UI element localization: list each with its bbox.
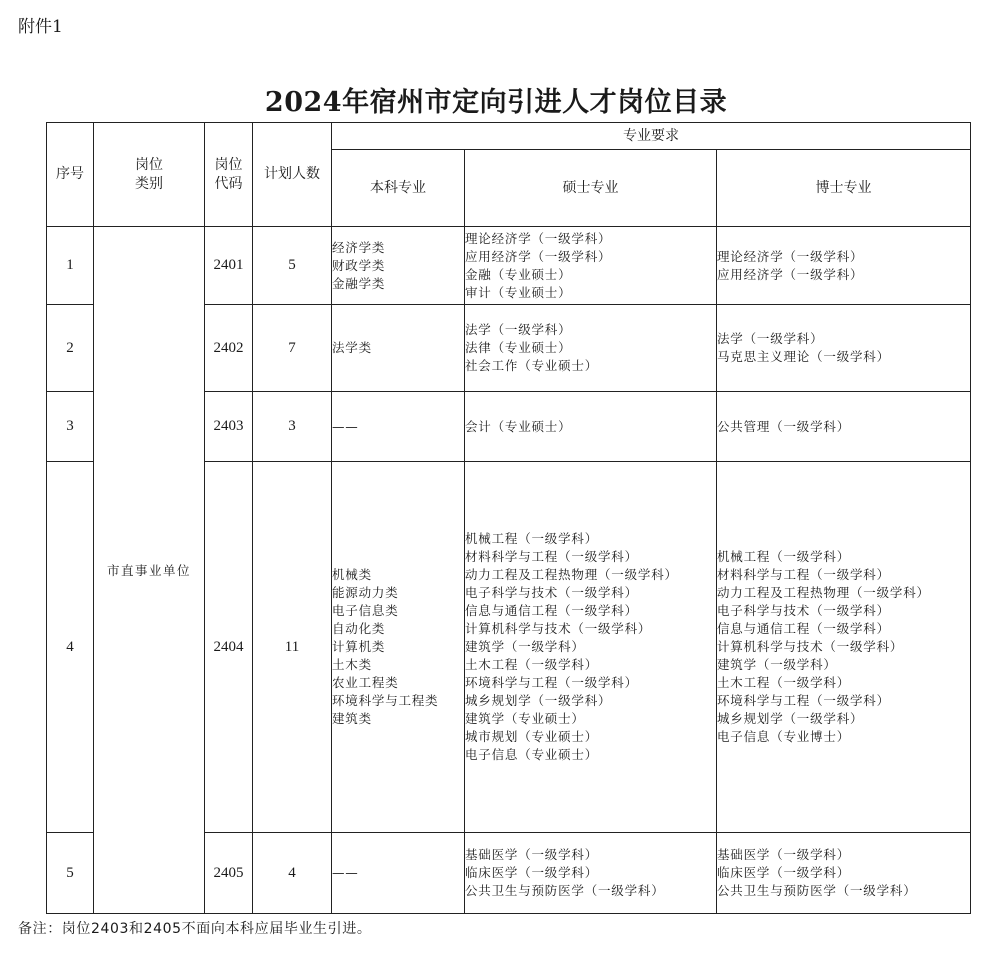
row-code: 2405 xyxy=(205,833,253,914)
major-item: 建筑学（一级学科） xyxy=(465,639,585,654)
position-category: 市直事业单位 xyxy=(94,227,205,914)
row-plan: 5 xyxy=(253,227,332,305)
row-seq: 4 xyxy=(47,462,94,833)
major-item: 动力工程及工程热物理（一级学科） xyxy=(465,567,678,582)
major-item: 环境科学与工程（一级学科） xyxy=(465,675,638,690)
row-plan: 3 xyxy=(253,392,332,462)
major-item: 法学（一级学科） xyxy=(465,322,572,337)
major-item: 材料科学与工程（一级学科） xyxy=(465,549,638,564)
major-item: 公共卫生与预防医学（一级学科） xyxy=(717,883,917,898)
doctor-majors xyxy=(717,833,971,914)
major-item: 信息与通信工程（一级学科） xyxy=(717,621,890,636)
master-majors xyxy=(465,462,717,833)
table-row xyxy=(47,227,971,305)
major-item: 法学类 xyxy=(332,340,372,355)
attachment-label: 附件1 xyxy=(18,17,63,37)
major-item: —— xyxy=(332,418,359,434)
major-item: 法学（一级学科） xyxy=(717,331,824,346)
major-item: 能源动力类 xyxy=(332,585,399,600)
major-item: 机械工程（一级学科） xyxy=(465,531,599,546)
major-item: 公共管理（一级学科） xyxy=(717,418,851,434)
doctor-majors xyxy=(717,227,971,305)
header-category: 岗位 类别 xyxy=(94,123,205,227)
major-item: 机械工程（一级学科） xyxy=(717,549,851,564)
major-item: 城市规划（专业硕士） xyxy=(465,729,599,744)
header-plan: 计划人数 xyxy=(253,123,332,227)
row-seq: 2 xyxy=(47,305,94,392)
master-majors xyxy=(465,833,717,914)
master-majors xyxy=(465,392,717,462)
major-item: 土木工程（一级学科） xyxy=(465,657,599,672)
major-item: 土木工程（一级学科） xyxy=(717,675,851,690)
row-seq: 5 xyxy=(47,833,94,914)
header-seq: 序号 xyxy=(47,123,94,227)
header-doctor: 博士专业 xyxy=(717,150,971,227)
bachelor-majors xyxy=(332,833,465,914)
header-bachelor: 本科专业 xyxy=(332,150,465,227)
major-item: 理论经济学（一级学科） xyxy=(717,248,864,264)
major-item: 金融（专业硕士） xyxy=(465,266,572,282)
major-item: 动力工程及工程热物理（一级学科） xyxy=(717,585,930,600)
major-item: 马克思主义理论（一级学科） xyxy=(717,349,890,364)
major-item: 电子科学与技术（一级学科） xyxy=(717,603,890,618)
major-item: 建筑学（专业硕士） xyxy=(465,711,585,726)
header-major-requirement: 专业要求 xyxy=(332,123,971,150)
major-item: 自动化类 xyxy=(332,621,386,636)
major-item: 城乡规划学（一级学科） xyxy=(465,693,612,708)
master-majors xyxy=(465,305,717,392)
major-item: 法律（专业硕士） xyxy=(465,340,572,355)
major-item: —— xyxy=(332,865,359,880)
major-item: 电子信息类 xyxy=(332,603,399,618)
major-item: 基础医学（一级学科） xyxy=(717,847,851,862)
major-item: 信息与通信工程（一级学科） xyxy=(465,603,638,618)
major-item: 机械类 xyxy=(332,567,372,582)
major-item: 建筑类 xyxy=(332,711,372,726)
major-item: 财政学类 xyxy=(332,257,386,273)
major-item: 审计（专业硕士） xyxy=(465,284,572,300)
row-seq: 1 xyxy=(47,227,94,305)
major-item: 电子科学与技术（一级学科） xyxy=(465,585,638,600)
doctor-majors xyxy=(717,462,971,833)
major-item: 材料科学与工程（一级学科） xyxy=(717,567,890,582)
major-item: 计算机科学与技术（一级学科） xyxy=(717,639,904,654)
bachelor-majors xyxy=(332,305,465,392)
row-seq: 3 xyxy=(47,392,94,462)
document-title: 2024年宿州市定向引进人才岗位目录 xyxy=(264,87,728,118)
row-code: 2403 xyxy=(205,392,253,462)
major-item: 公共卫生与预防医学（一级学科） xyxy=(465,883,665,898)
row-code: 2404 xyxy=(205,462,253,833)
row-plan: 11 xyxy=(253,462,332,833)
major-item: 理论经济学（一级学科） xyxy=(465,230,612,246)
major-item: 社会工作（专业硕士） xyxy=(465,358,599,373)
major-item: 基础医学（一级学科） xyxy=(465,847,599,862)
doctor-majors xyxy=(717,305,971,392)
footnote: 备注：岗位2403和2405不面向本科应届毕业生引进。 xyxy=(18,921,372,937)
major-item: 电子信息（专业博士） xyxy=(717,729,851,744)
major-item: 应用经济学（一级学科） xyxy=(465,248,612,264)
major-item: 环境科学与工程类 xyxy=(332,693,439,708)
header-master: 硕士专业 xyxy=(465,150,717,227)
major-item: 应用经济学（一级学科） xyxy=(717,266,864,282)
header-code: 岗位 代码 xyxy=(205,123,253,227)
major-item: 临床医学（一级学科） xyxy=(717,865,851,880)
major-item: 经济学类 xyxy=(332,239,386,255)
major-item: 城乡规划学（一级学科） xyxy=(717,711,864,726)
major-item: 计算机类 xyxy=(332,639,386,654)
bachelor-majors xyxy=(332,392,465,462)
row-plan: 4 xyxy=(253,833,332,914)
major-item: 土木类 xyxy=(332,657,372,672)
bachelor-majors xyxy=(332,227,465,305)
major-item: 建筑学（一级学科） xyxy=(717,657,837,672)
major-item: 会计（专业硕士） xyxy=(465,418,572,434)
major-item: 金融学类 xyxy=(332,275,386,291)
doctor-majors xyxy=(717,392,971,462)
row-plan: 7 xyxy=(253,305,332,392)
header-row-1 xyxy=(47,123,971,150)
major-item: 计算机科学与技术（一级学科） xyxy=(465,621,652,636)
master-majors xyxy=(465,227,717,305)
major-item: 临床医学（一级学科） xyxy=(465,865,599,880)
bachelor-majors xyxy=(332,462,465,833)
row-code: 2402 xyxy=(205,305,253,392)
row-code: 2401 xyxy=(205,227,253,305)
major-item: 电子信息（专业硕士） xyxy=(465,747,599,762)
positions-table xyxy=(46,122,971,914)
major-item: 环境科学与工程（一级学科） xyxy=(717,693,890,708)
major-item: 农业工程类 xyxy=(332,675,399,690)
